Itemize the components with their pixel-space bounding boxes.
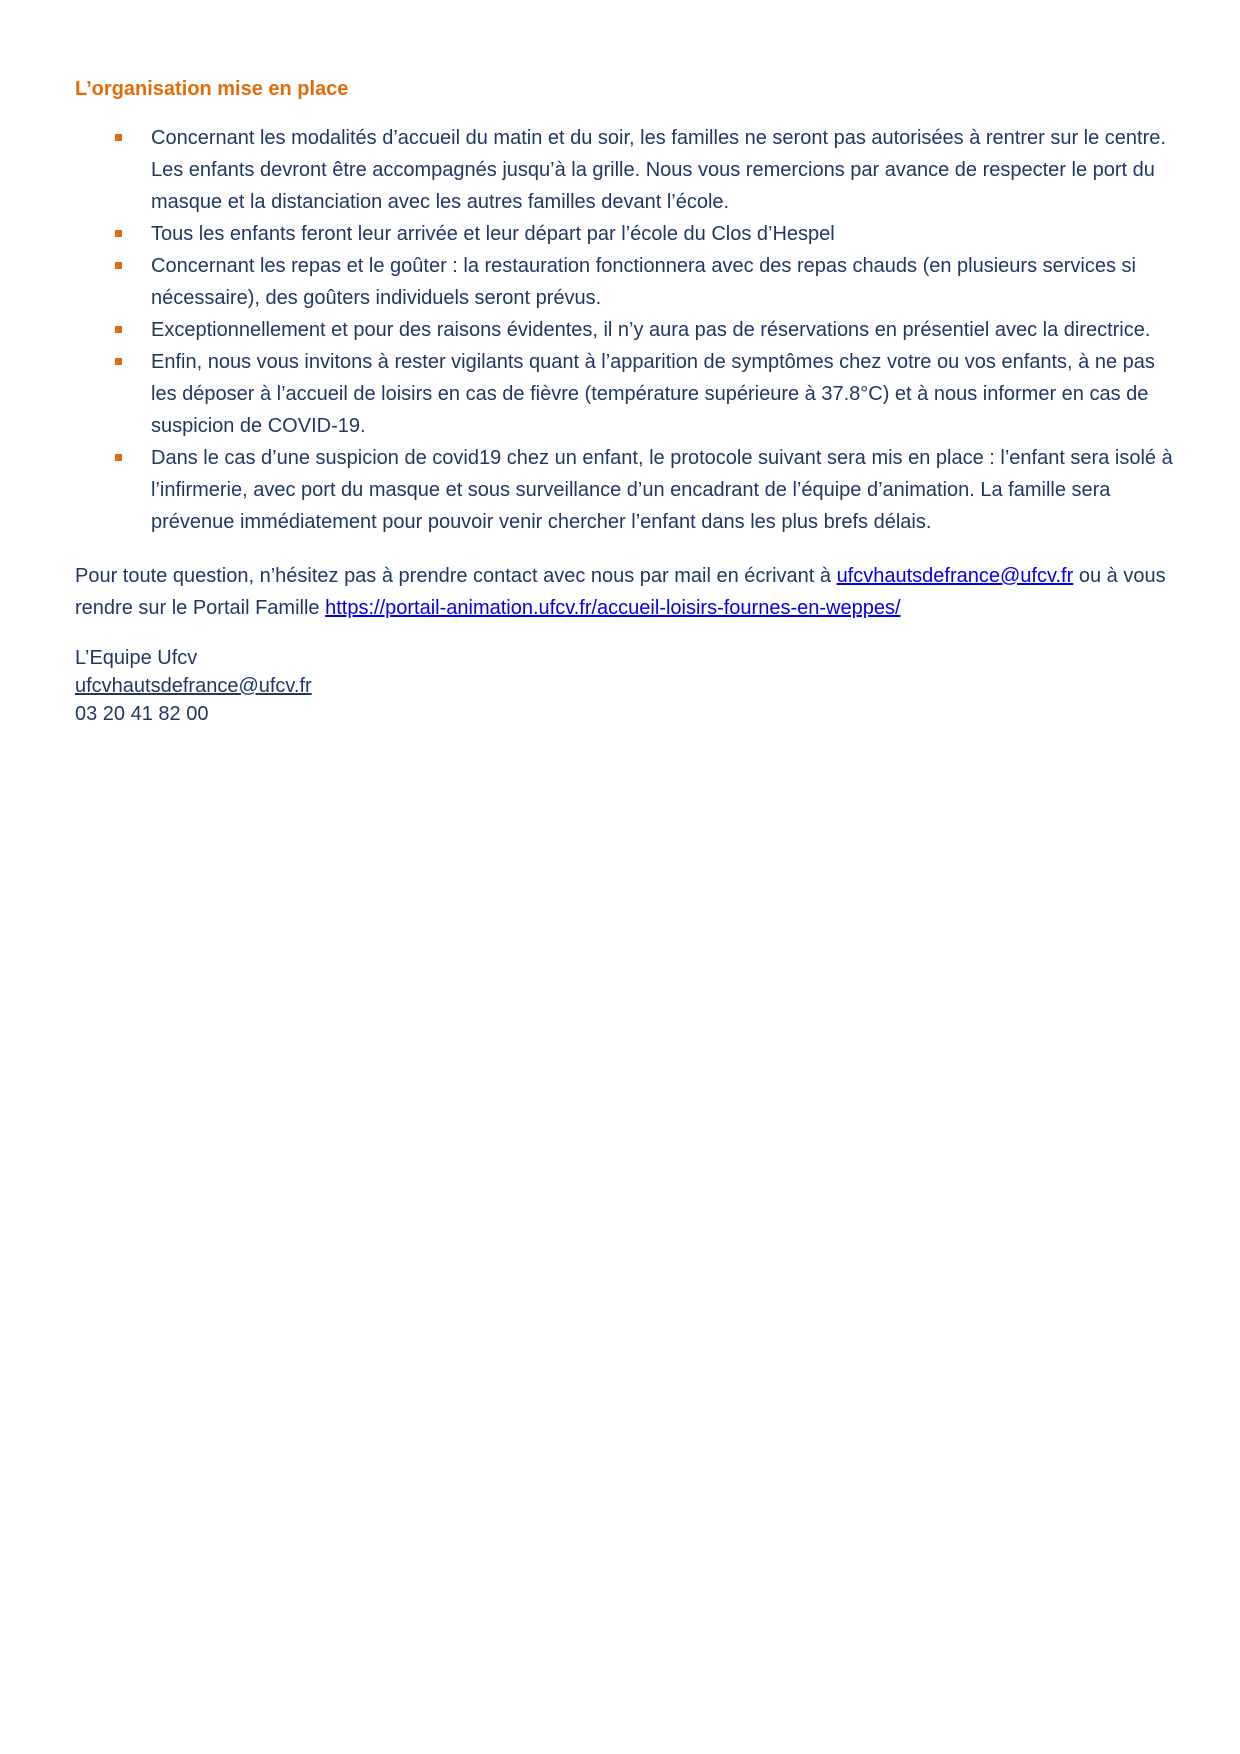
list-item — [75, 346, 1175, 442]
list-item-text: Exceptionnellement et pour des raisons évidentes, il n’y aura pas de réservations en présentiel avec la directrice. — [151, 319, 1151, 341]
list-item-text: Dans le cas d’une suspicion de covid19 chez un enfant, le protocole suivant sera mis en place : l’enfant sera isolé à l’infirmerie, avec port du masque et sous surveillance d’un encadrant de l’équipe d’animation. La famille sera prévenue immédiatement pour pouvoir venir chercher l’enfant dans les plus brefs délais. — [151, 447, 1173, 533]
square-bullet-icon — [115, 326, 122, 333]
portal-link[interactable]: https://portail-animation.ufcv.fr/accueil-loisirs-fournes-en-weppes/ — [325, 597, 901, 619]
list-item — [75, 122, 1175, 218]
list-item-text: Concernant les repas et le goûter : la restauration fonctionnera avec des repas chauds (en plusieurs services si nécessaire), des goûters individuels seront prévus. — [151, 255, 1136, 309]
signature-team: L’Equipe Ufcv — [75, 647, 198, 669]
list-item — [75, 250, 1175, 314]
list-item-text: Concernant les modalités d’accueil du matin et du soir, les familles ne seront pas autorisées à rentrer sur le centre. Les enfants devront être accompagnés jusqu’à la grille. Nous vous remercions par avance de respecter le port du masque et la distanciation avec les autres familles devant l’école. — [151, 127, 1166, 213]
square-bullet-icon — [115, 454, 122, 461]
contact-email-link[interactable]: ufcvhautsdefrance@ufcv.fr — [836, 565, 1074, 587]
list-item — [75, 218, 1175, 250]
list-item — [75, 314, 1175, 346]
list-item-text: Enfin, nous vous invitons à rester vigilants quant à l’apparition de symptômes chez votre ou vos enfants, à ne pas les déposer à l’accueil de loisirs en cas de fièvre (température supérieure à 37.8°C) et à nous informer en cas de suspicion de COVID-19. — [151, 351, 1155, 437]
square-bullet-icon — [115, 134, 122, 141]
square-bullet-icon — [115, 358, 122, 365]
square-bullet-icon — [115, 262, 122, 269]
contact-paragraph — [75, 560, 1175, 624]
document-page — [75, 76, 1175, 728]
list-item-text: Tous les enfants feront leur arrivée et leur départ par l’école du Clos d’Hespel — [151, 223, 835, 245]
section-heading: L’organisation mise en place — [75, 78, 349, 100]
signature-block — [75, 644, 1175, 728]
bullet-list — [75, 122, 1175, 538]
square-bullet-icon — [115, 230, 122, 237]
contact-text-before: Pour toute question, n’hésitez pas à prendre contact avec nous par mail en écrivant à — [75, 565, 837, 587]
signature-phone: 03 20 41 82 00 — [75, 703, 209, 725]
contact-text-after: ou à vous rendre sur le Portail Famille — [75, 565, 1166, 619]
signature-email-link[interactable]: ufcvhautsdefrance@ufcv.fr — [75, 675, 312, 697]
list-item — [75, 442, 1175, 538]
